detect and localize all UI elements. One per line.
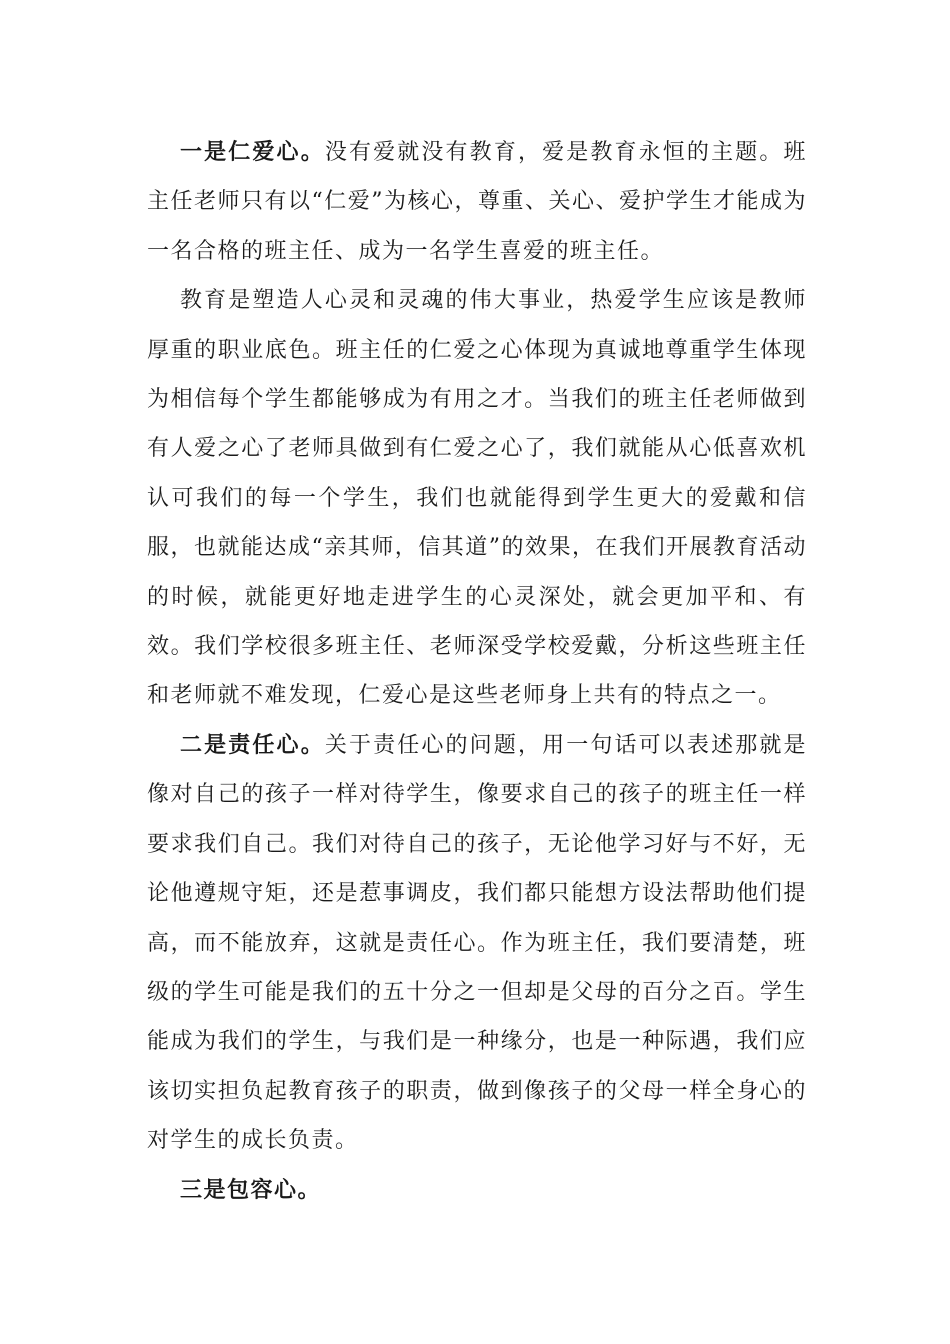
paragraph-benevolence <box>147 128 807 276</box>
paragraph-text: 教育是塑造人心灵和灵魂的伟大事业，热爱学生应该是教师厚重的职业底色。班主任的仁爱之心体现为真诚地尊重学生体现为相信每个学生都能够成为有用之才。当我们的班主任老师做到有人爱之心了老师具做到有仁爱之心了，我们就能从心低喜欢机认可我们的每一个学生，我们也就能得到学生更大的爱戴和信服，也就能达成“亲其师，信其道”的效果，在我们开展教育活动的时候，就能更好地走进学生的心灵深处，就会更加平和、有效。我们学校很多班主任、老师深受学校爱戴，分析这些班主任和老师就不难发现，仁爱心是这些老师身上共有的特点之一。 <box>147 288 807 709</box>
heading-responsibility: 二是责任心。 <box>180 731 325 758</box>
paragraph-education <box>147 276 807 721</box>
document-body <box>147 128 807 1215</box>
heading-tolerance: 三是包容心。 <box>180 1176 322 1203</box>
paragraph-text: 关于责任心的问题，用一句话可以表述那就是像对自己的孩子一样对待学生，像要求自己的孩子的班主任一样要求我们自己。我们对待自己的孩子，无论他学习好与不好，无论他遵规守矩，还是惹事调皮，我们都只能想方设法帮助他们提高，而不能放弃，这就是责任心。作为班主任，我们要清楚，班级的学生可能是我们的五十分之一但却是父母的百分之百。学生能成为我们的学生，与我们是一种缘分，也是一种际遇，我们应该切实担负起教育孩子的职责，做到像孩子的父母一样全身心的对学生的成长负责。 <box>147 732 807 1154</box>
paragraph-tolerance <box>147 1166 807 1215</box>
heading-benevolence: 一是仁爱心。 <box>180 139 325 165</box>
paragraph-text: 没有爱就没有教育，爱是教育永恒的主题。班主任老师只有以“仁爱”为核心，尊重、关心、爱护学生才能成为一名合格的班主任、成为一名学生喜爱的班主任。 <box>147 140 807 264</box>
paragraph-responsibility <box>147 721 807 1166</box>
